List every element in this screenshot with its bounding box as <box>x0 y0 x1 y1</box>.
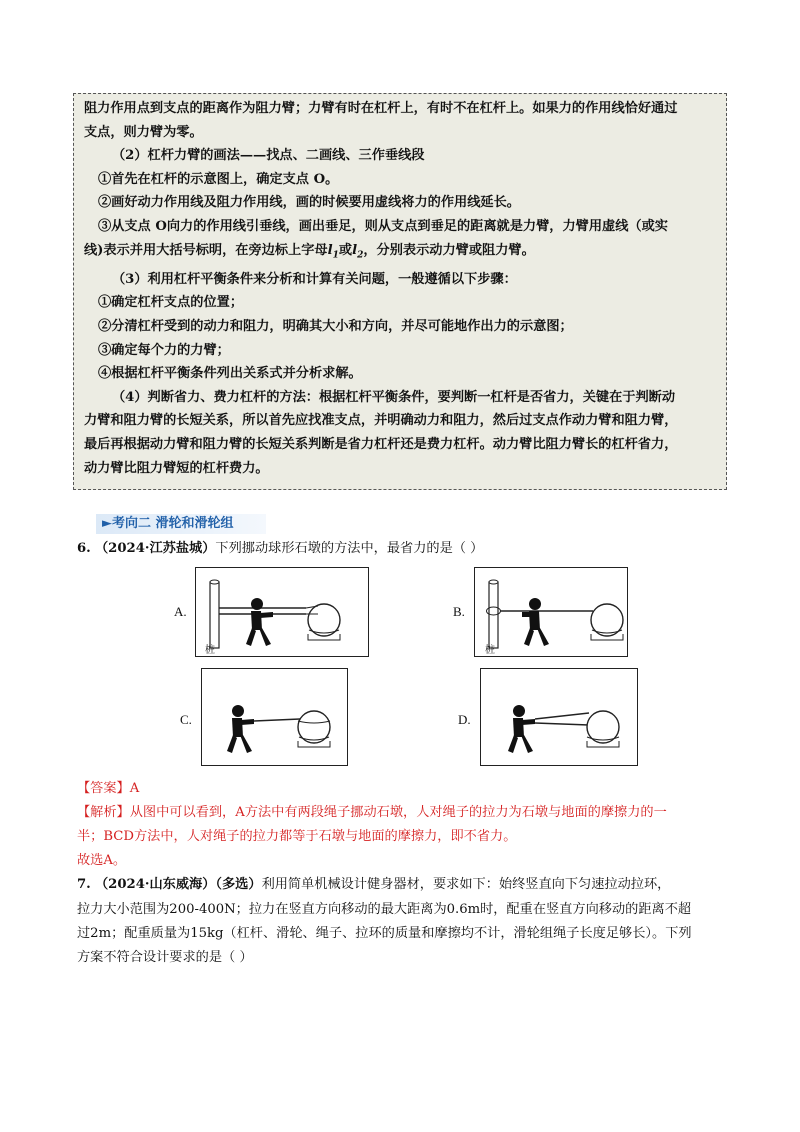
option-d-label: D. <box>458 712 471 727</box>
option-c-drawing <box>202 669 347 765</box>
box-line: 阻力作用点到支点的距离作为阻力臂；力臂有时在杠杆上，有时不在杠杆上。如果力的作用线恰好通过 <box>84 101 678 116</box>
box-line-part: ，分别表示动力臂或阻力臂。 <box>363 242 535 258</box>
box-line: （4）判断省力、费力杠杆的方法：根据杠杆平衡条件，要判断一杠杆是否省力，关键在于判断动 <box>112 389 676 405</box>
box-line: 最后再根据动力臂和阻力臂的长短关系判断是省力杠杆还是费力杠杆。动力臂比阻力臂长的杠杆省力， <box>84 436 678 452</box>
option-c-figure <box>201 668 348 766</box>
option-d-drawing <box>481 669 637 765</box>
box-line: ②画好动力作用线及阻力作用线，画的时候要用虚线将力的作用线延长。 <box>98 195 520 211</box>
option-b-figure <box>474 567 628 657</box>
q7-text: 利用简单机械设计健身器材，要求如下：始终竖直向下匀速拉动拉环， <box>261 877 671 892</box>
q6-analysis-line-1 <box>77 802 667 824</box>
q6-stem <box>77 538 483 560</box>
box-line-part: 线)表示并用大括号标明，在旁边标上字母 <box>84 242 328 258</box>
answer-value: A <box>129 781 140 796</box>
box-line: （2）杠杆力臂的画法——找点、二画线、三作垂线段 <box>112 148 425 164</box>
knowledge-box <box>73 93 727 490</box>
option-a-figure <box>195 567 369 657</box>
q7-line-3: 过2m；配重质量为15kg（杠杆、滑轮、绳子、拉环的质量和摩擦均不计，滑轮组绳子长度足够长）。下列 <box>77 926 692 941</box>
option-b-label: B. <box>453 604 465 619</box>
analysis-text: 从图中可以看到，A方法中有两段绳子挪动石墩，人对绳子的拉力为石墩与地面的摩擦力的一 <box>129 805 667 820</box>
option-b-drawing <box>475 568 627 656</box>
box-line: ③确定每个力的力臂； <box>98 342 230 358</box>
symbol-l1: $l_1$ <box>327 242 339 261</box>
q6-answer <box>77 778 139 800</box>
option-a-label: A. <box>174 604 187 619</box>
box-line-symbols <box>84 239 718 268</box>
option-a-drawing <box>196 568 368 656</box>
box-line: ③从支点 O向力的作用线引垂线，画出垂足，则从支点到垂足的距离就是力臂，力臂用虚线（或实 <box>98 218 668 234</box>
analysis-tag: 【解析】 <box>77 805 130 820</box>
box-line: ①首先在杠杆的示意图上，确定支点 O。 <box>98 171 339 187</box>
section-heading: ►考向二 滑轮和滑轮组 <box>96 514 266 534</box>
option-c-label: C. <box>180 712 192 727</box>
q7-line-2: 拉力大小范围为200-400N；拉力在竖直方向移动的最大距离为0.6m时，配重在竖直方向移动的距离不超 <box>77 902 692 917</box>
box-line: ②分清杠杆受到的动力和阻力，明确其大小和方向，并尽可能地作出力的示意图； <box>98 318 573 334</box>
box-line: 动力臂比阻力臂短的杠杆费力。 <box>84 460 269 476</box>
q6-number: 6. <box>77 541 91 556</box>
q6-source: （2024·江苏盐城） <box>94 541 216 556</box>
box-line: （3）利用杠杆平衡条件来分析和计算有关问题，一般遵循以下步骤： <box>112 271 517 287</box>
box-line-part: 或 <box>338 242 353 258</box>
box-line: ④根据杠杆平衡条件列出关系式并分析求解。 <box>98 366 362 382</box>
q7-line-1 <box>77 874 670 896</box>
box-line: ①确定杠杆支点的位置； <box>98 295 244 311</box>
box-line: 支点，则力臂为零。 <box>84 124 203 140</box>
box-line: 力臂和阻力臂的长短关系，所以首先应找准支点，并明确动力和阻力，然后过支点作动力臂和阻力臂， <box>84 413 678 429</box>
q6-conclusion: 故选A。 <box>77 853 127 868</box>
q6-text: 下列挪动球形石墩的方法中，最省力的是（ ） <box>215 541 484 556</box>
q7-source: （2024·山东威海）（多选） <box>94 877 262 892</box>
q7-line-4: 方案不符合设计要求的是（ ） <box>77 950 253 965</box>
post-label-a: 桩 <box>205 645 215 656</box>
q7-number: 7. <box>77 877 91 892</box>
answer-tag: 【答案】 <box>77 781 130 796</box>
option-d-figure <box>480 668 638 766</box>
post-label-b: 桩 <box>485 645 495 656</box>
symbol-l2: $l_2$ <box>352 242 364 261</box>
q6-analysis-line-2: 半；BCD方法中，人对绳子的拉力都等于石墩与地面的摩擦力，即不省力。 <box>77 829 517 844</box>
